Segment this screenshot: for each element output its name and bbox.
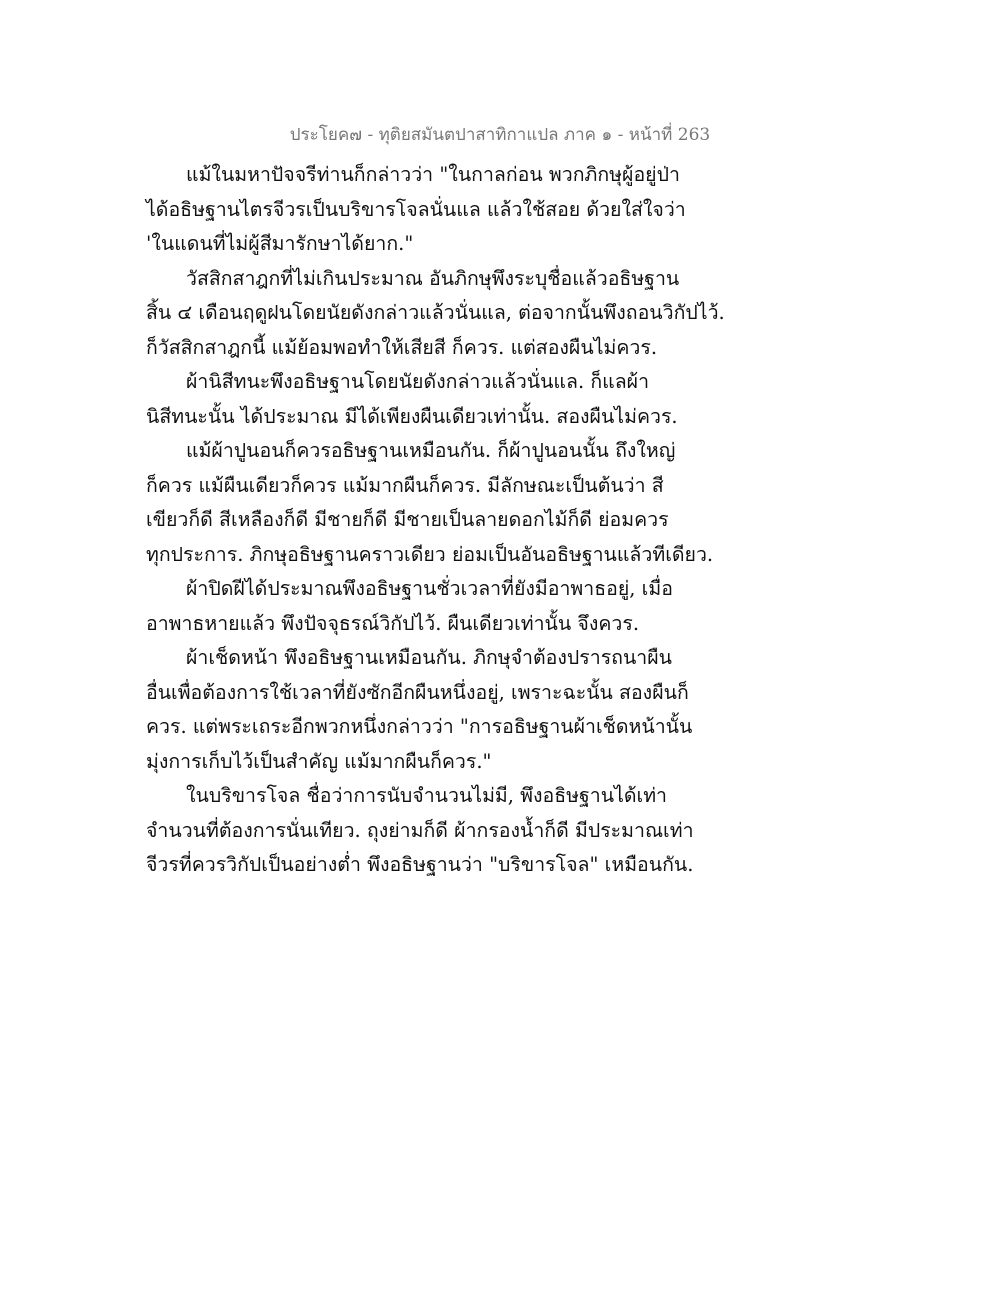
text-line: ผ้าปิดฝีได้ประมาณพึงอธิษฐานชั่วเวลาที่ยังมีอาพาธอยู่, เมื่อ (186, 577, 673, 600)
text-line: ก็ควร แม้ผืนเดียวก็ควร แม้มากผืนก็ควร. มีลักษณะเป็นต้นว่า สี (146, 473, 664, 497)
paragraph (146, 572, 866, 641)
text-line: สิ้น ๔ เดือนฤดูฝนโดยนัยดังกล่าวแล้วนั่นแล, ต่อจากนั้นพึงถอนวิกัปไว้. (146, 301, 725, 324)
text-line: ทุกประการ. ภิกษุอธิษฐานคราวเดียว ย่อมเป็นอันอธิษฐานแล้วทีเดียว. (146, 542, 714, 566)
paragraph (146, 365, 866, 434)
body-text (146, 158, 866, 883)
text-line: ในบริขารโจล ชื่อว่าการนับจำนวนไม่มี, พึงอธิษฐานได้เท่า (186, 784, 668, 807)
text-line: ก็วัสสิกสาฎกนี้ แม้ย้อมพอทำให้เสียสี ก็ควร. แต่สองผืนไม่ควร. (146, 335, 658, 359)
text-line: ได้อธิษฐานไตรจีวรเป็นบริขารโจลนั่นแล แล้วใช้สอย ด้วยใส่ใจว่า (146, 197, 686, 221)
text-line: ควร. แต่พระเถระอีกพวกหนึ่งกล่าวว่า "การอธิษฐานผ้าเช็ดหน้านั้น (146, 715, 693, 738)
text-line: นิสีทนะนั้น ได้ประมาณ มีได้เพียงผืนเดียวเท่านั้น. สองผืนไม่ควร. (146, 404, 678, 428)
paragraph (146, 434, 866, 572)
text-line: ผ้าเช็ดหน้า พึงอธิษฐานเหมือนกัน. ภิกษุจำต้องปรารถนาผืน (186, 646, 673, 669)
paragraph (146, 779, 866, 883)
text-line: จำนวนที่ต้องการนั่นเทียว. ถุงย่ามก็ดี ผ้ากรองน้ำก็ดี มีประมาณเท่า (146, 818, 694, 842)
text-line: วัสสิกสาฎกที่ไม่เกินประมาณ อันภิกษุพึงระบุชื่อแล้วอธิษฐาน (186, 266, 680, 290)
paragraph (146, 641, 866, 779)
text-line: มุ่งการเก็บไว้เป็นสำคัญ แม้มากผืนก็ควร." (146, 749, 492, 773)
text-line: อาพาธหายแล้ว พึงปัจจุธรณ์วิกัปไว้. ผืนเดียวเท่านั้น จึงควร. (146, 611, 640, 635)
text-line: แม้ผ้าปูนอนก็ควรอธิษฐานเหมือนกัน. ก็ผ้าปูนอนนั้น ถึงใหญ่ (186, 439, 676, 462)
paragraph (146, 158, 866, 262)
text-line: อื่นเพื่อต้องการใช้เวลาที่ยังซักอีกผืนหนึ่งอยู่, เพราะฉะนั้น สองผืนก็ (146, 680, 689, 704)
text-line: แม้ในมหาปัจจรีท่านก็กล่าวว่า "ในกาลก่อน พวกภิกษุผู้อยู่ป่า (186, 163, 680, 186)
text-line: ผ้านิสีทนะพึงอธิษฐานโดยนัยดังกล่าวแล้วนั่นแล. ก็แลผ้า (186, 370, 650, 393)
text-line: จีวรที่ควรวิกัปเป็นอย่างต่ำ พึงอธิษฐานว่า "บริขารโจล" เหมือนกัน. (146, 853, 694, 876)
paragraph (146, 262, 866, 366)
text-line: 'ในแดนที่ไม่ผู้สีมารักษาได้ยาก." (146, 232, 414, 255)
page-header: ประโยค๗ - ทุติยสมันตปาสาทิกาแปล ภาค ๑ - หน้าที่ 263 (289, 125, 711, 145)
text-line: เขียวก็ดี สีเหลืองก็ดี มีชายก็ดี มีชายเป็นลายดอกไม้ก็ดี ย่อมควร (146, 508, 669, 531)
